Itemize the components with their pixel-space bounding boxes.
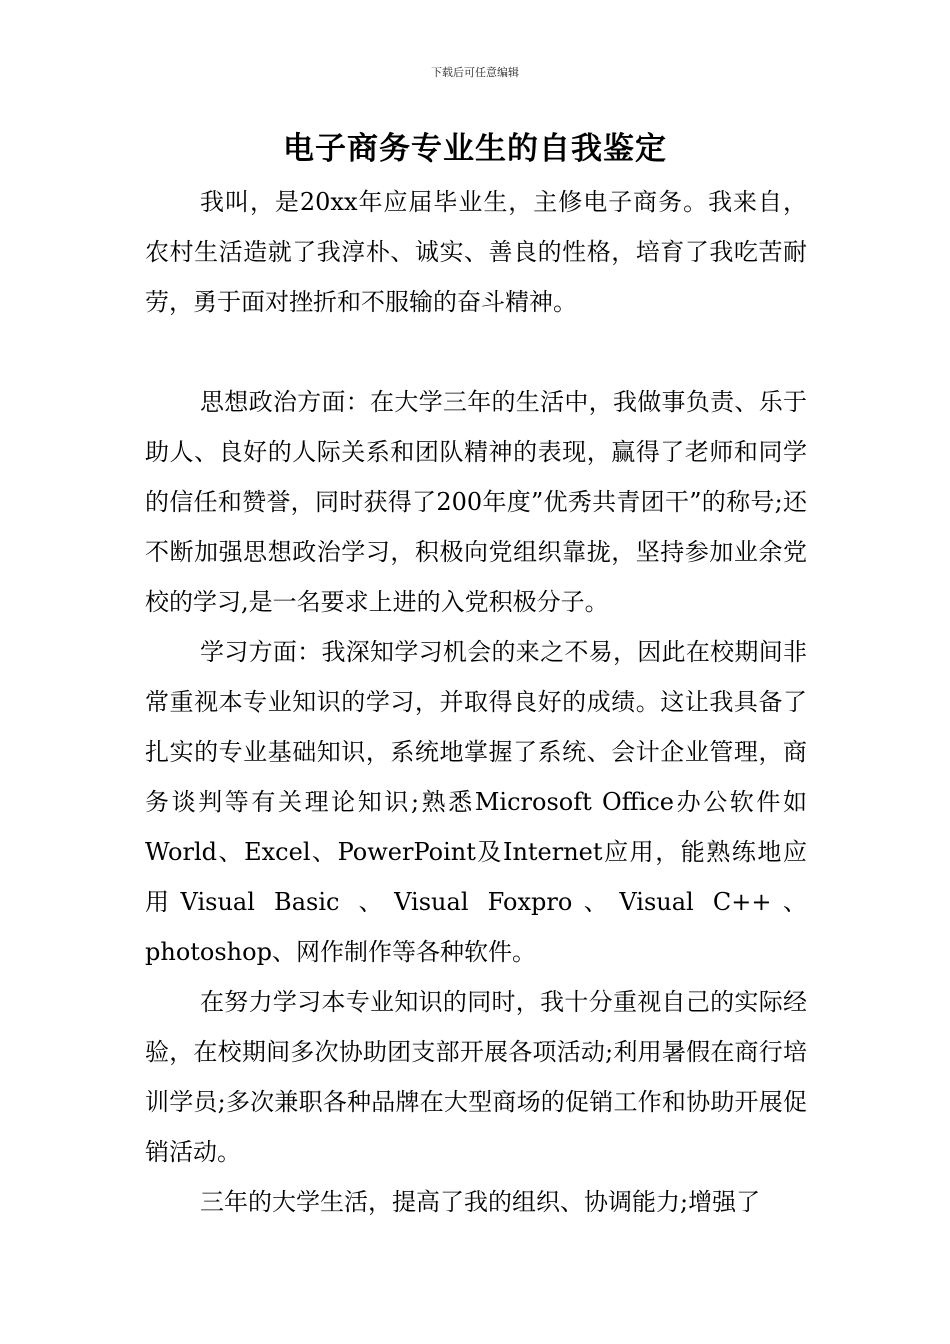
paragraph-summary: 三年的大学生活，提高了我的组织、协调能力;增强了 xyxy=(200,1188,761,1216)
paragraph-intro: 我叫，是20xx年应届毕业生，主修电子商务。我来自，农村生活造就了我淳朴、诚实、善良的性格，培育了我吃苦耐劳，勇于面对挫折和不服输的奋斗精神。 xyxy=(145,188,807,316)
document-body xyxy=(145,177,807,1227)
paragraph-study: 学习方面：我深知学习机会的来之不易，因此在校期间非常重视本专业知识的学习，并取得良好的成绩。这让我具备了扎实的专业基础知识，系统地掌握了系统、会计企业管理，商务谈判等有关理论知识;熟悉Microsoft Office办公软件如World、Excel、PowerPoint及Internet应用，能熟练地应用Visual Basic 、Visual Foxpro、Visual C++、photoshop、网作制作等各种软件。 xyxy=(145,638,807,966)
paragraph-political: 思想政治方面：在大学三年的生活中，我做事负责、乐于助人、良好的人际关系和团队精神的表现，赢得了老师和同学的信任和赞誉，同时获得了200年度”优秀共青团干”的称号;还不断加强思想政治学习，积极向党组织靠拢，坚持参加业余党校的学习,是一名要求上进的入党积极分子。 xyxy=(145,388,807,616)
header-note: 下载后可任意编辑 xyxy=(431,66,519,79)
paragraph-experience: 在努力学习本专业知识的同时，我十分重视自己的实际经验，在校期间多次协助团支部开展各项活动;利用暑假在商行培训学员;多次兼职各种品牌在大型商场的促销工作和协助开展促销活动。 xyxy=(145,988,807,1166)
document-title: 电子商务专业生的自我鉴定 xyxy=(283,131,667,167)
